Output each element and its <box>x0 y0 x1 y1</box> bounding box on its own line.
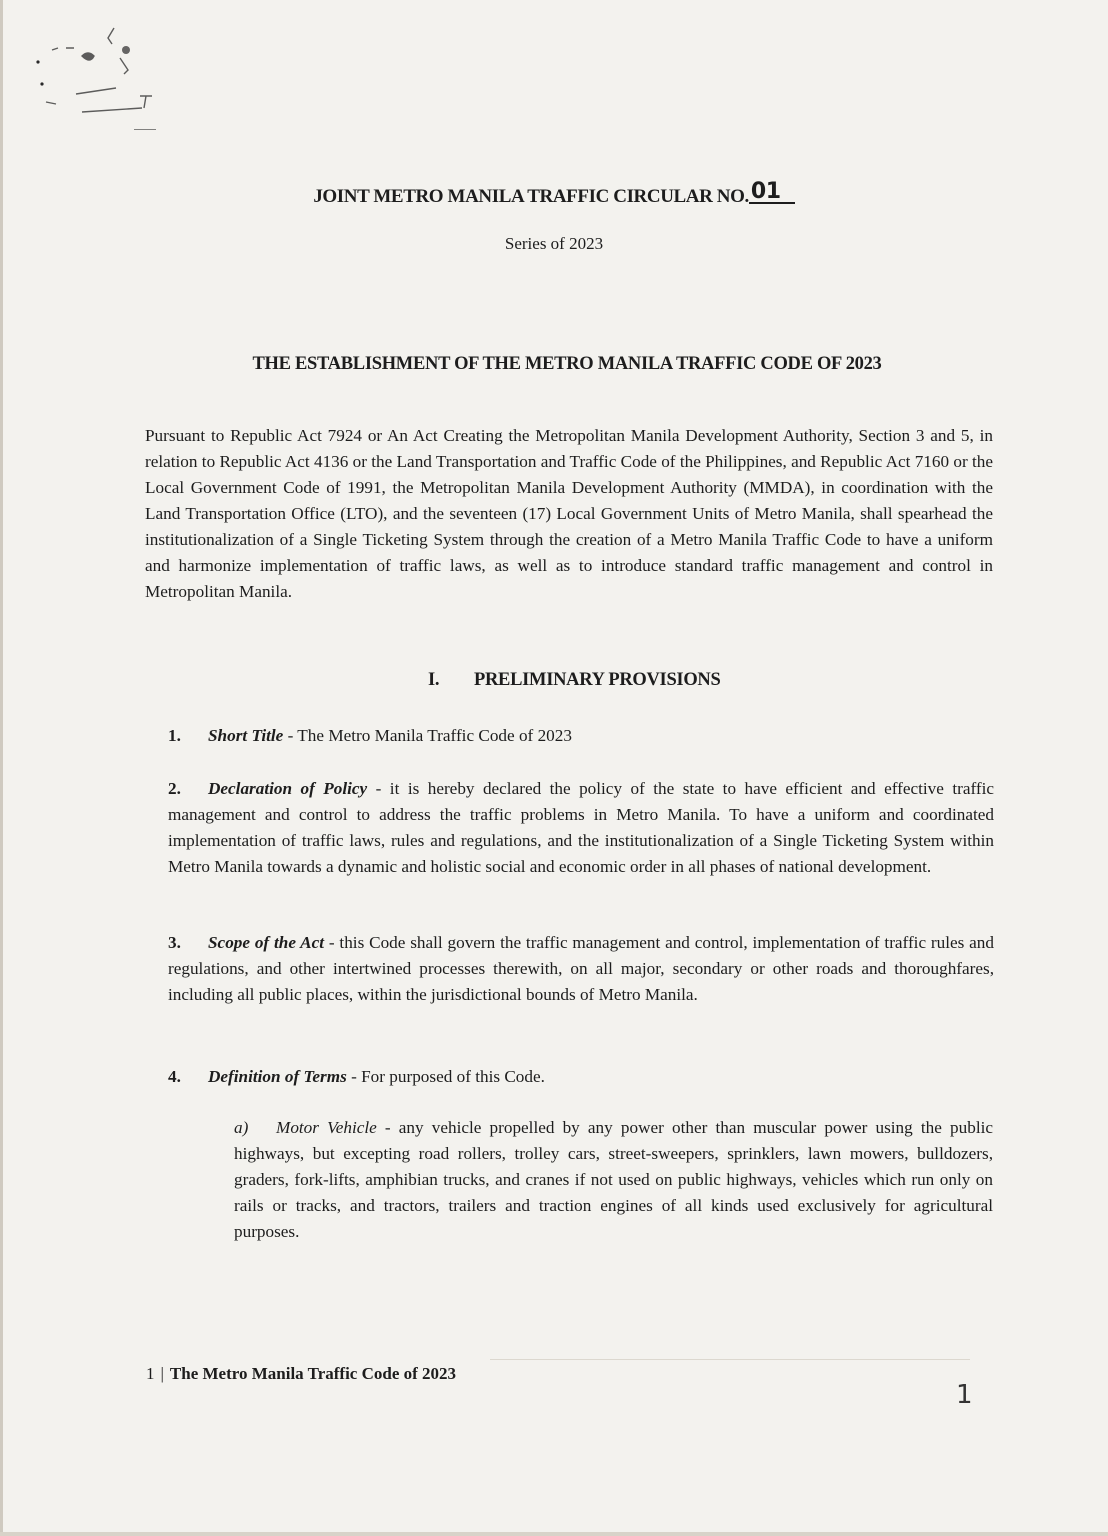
provision-item <box>168 930 994 1008</box>
section-heading <box>428 670 720 691</box>
footer-separator: | <box>160 1364 164 1383</box>
provision-number: 4. <box>168 1067 181 1086</box>
stamp-mark <box>22 10 172 130</box>
provision-number: 3. <box>168 933 181 952</box>
definition-letter: a) <box>234 1118 249 1137</box>
footer-divider <box>490 1359 970 1360</box>
definition-text: - any vehicle propelled by any power other than muscular power using the public highways, but excepting road rollers, trolley cars, street-sweepers, sprinklers, lawn mowers, bulldozers, graders, fork-lifts, amphibian trucks, and cranes if not used on public highways, vehicles which run only on rails or tracks, and tractors, trailers and traction engines of all kinds used exclusively for agricultural purposes. <box>234 1118 993 1241</box>
scan-edge <box>0 0 3 1536</box>
section-title: PRELIMINARY PROVISIONS <box>474 670 721 690</box>
provision-item <box>168 776 994 880</box>
provision-text: - For purposed of this Code. <box>346 1067 545 1086</box>
handwritten-page-number: 1 <box>956 1380 973 1410</box>
definition-sub-item <box>234 1115 993 1245</box>
series-line: Series of 2023 <box>504 234 604 253</box>
provision-term: Scope of the Act <box>208 933 325 952</box>
page-footer <box>146 1364 456 1384</box>
footer-document-title: The Metro Manila Traffic Code of 2023 <box>169 1364 457 1383</box>
provision-text: - The Metro Manila Traffic Code of 2023 <box>283 726 572 745</box>
provision-number: 2. <box>168 779 181 798</box>
main-heading: THE ESTABLISHMENT OF THE METRO MANILA TRAFFIC CODE OF 2023 <box>252 354 882 374</box>
footer-page-number: 1 <box>146 1364 155 1383</box>
provision-item <box>168 723 994 749</box>
provision-item <box>168 1064 994 1090</box>
intro-paragraph: Pursuant to Republic Act 7924 or An Act Creating the Metropolitan Manila Development Authority, Section 3 and 5, in relation to Republic Act 4136 or the Land Transportation and Traffic Code of the Philippines, and Republic Act 7160 or the Local Government Code of 1991, the Metropolitan Manila Development Authority (MMDA), in coordination with the Land Transportation Office (LTO), and the seventeen (17) Local Government Units of Metro Manila, shall spearhead the institutionalization of a Single Ticketing System through the creation of a Metro Manila Traffic Code to have a uniform and harmonize implementation of traffic laws, as well as to introduce standard traffic management and control in Metropolitan Manila. <box>145 426 993 601</box>
circular-number: 01 <box>749 182 795 204</box>
provision-term: Definition of Terms <box>208 1067 347 1086</box>
section-roman-numeral: I. <box>428 670 440 690</box>
provision-number: 1. <box>168 726 181 745</box>
provision-text: - it is hereby declared the policy of the state to have efficient and effective traffic management and control to address the traffic problems in Metro Manila. To have a uniform and coordinated implementation of traffic laws, rules and regulations, and the institutionalization of a Single Ticketing System within Metro Manila towards a dynamic and holistic social and economic order in all phases of national development. <box>168 779 994 876</box>
circular-title <box>0 179 1108 208</box>
provision-text: - this Code shall govern the traffic management and control, implementation of traffic rules and regulations, and other intertwined processes therewith, on all major, secondary or other roads and thoroughfares, including all public places, within the jurisdictional bounds of Metro Manila. <box>168 933 994 1004</box>
circular-title-text: JOINT METRO MANILA TRAFFIC CIRCULAR NO. <box>313 186 749 207</box>
definition-term: Motor Vehicle <box>276 1118 377 1137</box>
provision-term: Short Title <box>208 726 284 745</box>
scan-edge-bottom <box>0 1532 1108 1536</box>
provision-term: Declaration of Policy <box>208 779 368 798</box>
